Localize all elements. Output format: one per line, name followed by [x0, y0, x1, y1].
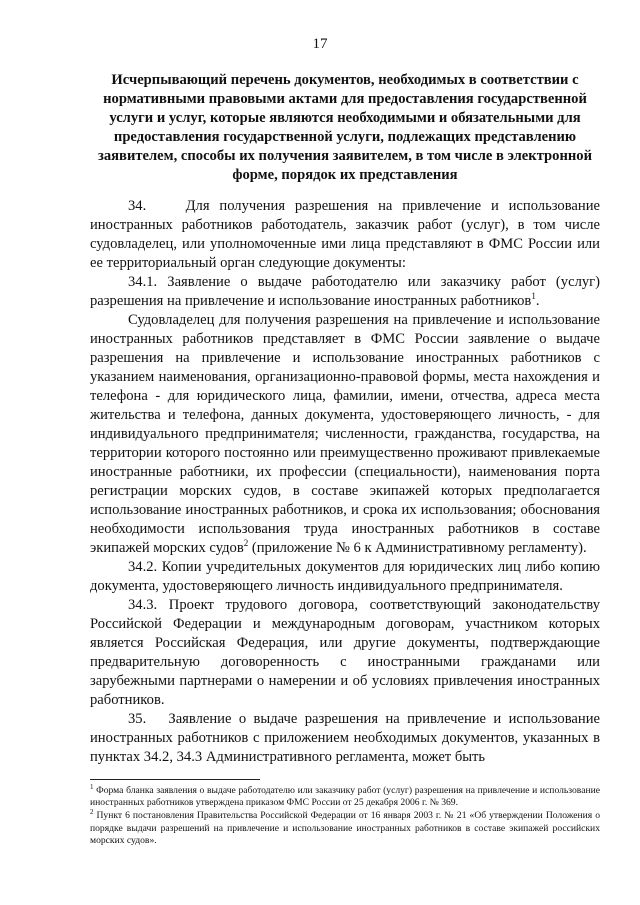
- footnote-1: [90, 782, 600, 809]
- paragraph-35: [90, 710, 600, 767]
- paragraph-34: [90, 197, 600, 273]
- footnote-ref-1[interactable]: 1: [531, 291, 536, 302]
- paragraph-text: 35. Заявление о выдаче разрешения на привлечение и использование иностранных работников с приложением необходимых документов, указанных в пунктах 34.2, 34.3 Административного регламента, может быть: [90, 711, 600, 765]
- footnote-text: Пункт 6 постановления Правительства Российской Федерации от 16 января 2003 г. № 21 «Об утверждении Положения о порядке выдачи разрешений на привлечение и использование иностранных работников в составе экипажей российских морских судов».: [90, 810, 600, 846]
- paragraph-34-3: [90, 596, 600, 710]
- paragraph-text: 34.2. Копии учредительных документов для юридических лиц либо копию документа, удостоверяющего личность индивидуального предпринимателя.: [90, 559, 600, 594]
- footnotes: [90, 782, 600, 847]
- paragraph-tail: .: [535, 293, 540, 309]
- paragraph-text: Судовладелец для получения разрешения на привлечение и использование иностранных работников представляет в ФМС России заявление о выдаче разрешения на привлечение и использование иностранных работников с указанием наименования, организационно-правовой формы, места нахождения и телефона - для юридического лица, фамилии, имени, отчества, адреса места жительства и телефона, данных документа, удостоверяющего личность, - для индивидуального предпринимателя; численности, гражданства, государства, на территории которого постоянно или преимущественно проживают привлекаемые иностранные работники, их профессии (специальности), наименования порта регистрации морских судов, в составе экипажей которых предполагается использование иностранных работников, и срока их использования; обоснования необходимости использования труда иностранных работников в составе экипажей морских судов: [90, 312, 600, 556]
- body-text: [90, 197, 600, 767]
- footnote-text: Форма бланка заявления о выдаче работодателю или заказчику работ (услуг) разрешения на привлечение и использование иностранных работников утверждена приказом ФМС России от 25 декабря 2006 г. № 369.: [90, 785, 600, 809]
- footnote-mark: 2: [90, 808, 94, 817]
- page-number: 17: [312, 36, 328, 52]
- paragraph-text: 34.1. Заявление о выдаче работодателю или заказчику работ (услуг) разрешения на привлечение и использование иностранных работников: [90, 274, 600, 309]
- paragraph-text: 34. Для получения разрешения на привлечение и использование иностранных работников работодатель, заказчик работ (услуг), в том числе судовладелец, или уполномоченные ими лица представляют в ФМС России или ее территориальный орган следующие документы:: [90, 198, 600, 271]
- paragraph-34-2: [90, 558, 600, 596]
- paragraph-34-1: [90, 273, 600, 311]
- footnote-2: [90, 810, 600, 847]
- footnote-ref-2[interactable]: 2: [243, 538, 249, 549]
- footnote-mark: 1: [90, 782, 94, 791]
- paragraph-shipowner: [90, 311, 600, 558]
- section-heading: Исчерпывающий перечень документов, необходимых в соответствии с нормативными правовыми актами для предоставления государственной услуги и услуг, которые являются необходимыми и обязательными для предоставления государственной услуги, подлежащих представлению заявителем, способы их получения заявителем, в том числе в электронной форме, порядок их представления: [98, 72, 592, 183]
- paragraph-tail: (приложение № 6 к Административному регламенту).: [248, 540, 587, 556]
- footnote-divider: [90, 779, 260, 780]
- paragraph-text: 34.3. Проект трудового договора, соответствующий законодательству Российской Федерации и международным договорам, участником которых является Российская Федерация, или другие документы, подтверждающие предварительную договоренность с иностранными гражданами или зарубежными партнерами о намерении и об условиях привлечения иностранных работников.: [90, 597, 600, 708]
